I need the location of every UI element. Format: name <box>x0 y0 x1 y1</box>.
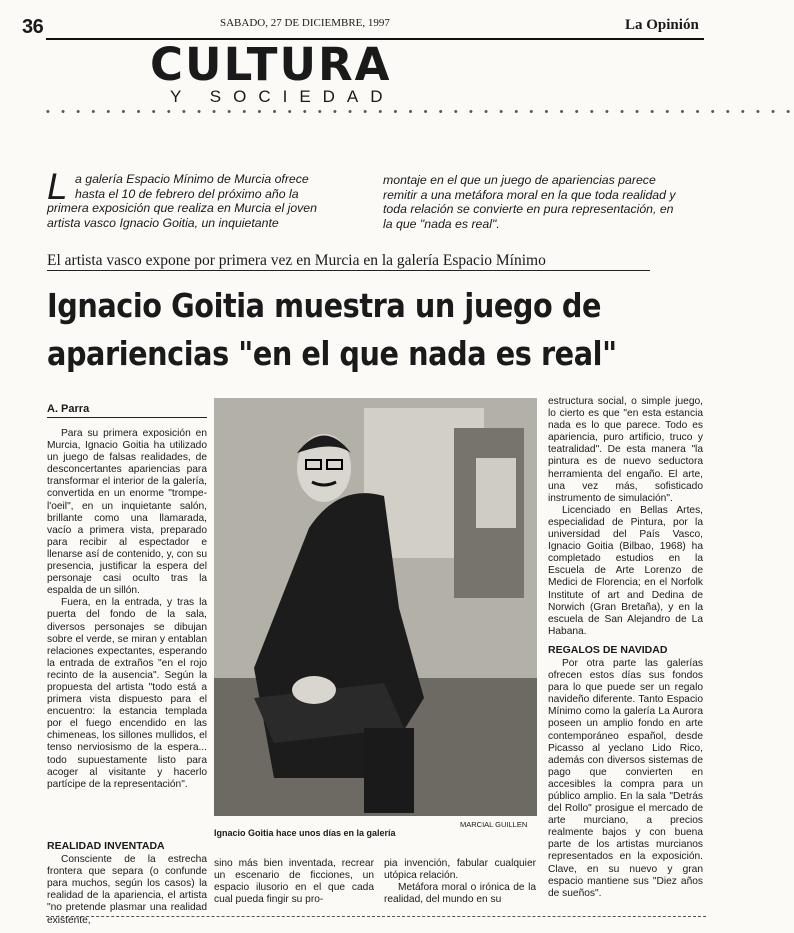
article-headline <box>47 282 621 378</box>
body-paragraph: pia invención, fabular cualquier utópica relación. <box>384 858 536 882</box>
body-column-4 <box>548 396 703 900</box>
body-paragraph: Consciente de la estrecha frontera que separa (o confunde para muchos, según los casos) la realidad de la apariencia, el artista "no pretende plasmar una realidad existente, <box>47 854 207 926</box>
lead-line: a galería Espacio Mínimo de Murcia ofrece <box>75 172 309 186</box>
issue-date: SABADO, 27 DE DICIEMBRE, 1997 <box>220 17 390 29</box>
body-column-2-bottom <box>214 858 374 906</box>
body-column-1-bottom <box>47 834 207 927</box>
lead-line: primera exposición que realiza en Murcia el joven <box>47 201 317 215</box>
drop-cap: L <box>47 166 68 207</box>
article-kicker: El artista vasco expone por primera vez en Murcia en la galería Espacio Mínimo <box>47 252 546 269</box>
lead-line: hasta el 10 de febrero del próximo año la <box>75 186 299 201</box>
dotted-divider: • • • • • • • • • • • • • • • • • • • • • • • • • • • • • • • • • • • • • • • • • • • • • • • • • • <box>46 106 794 118</box>
lead-line: artista vasco Ignacio Goitia, un inquietante <box>47 215 279 230</box>
headline-line-1: Ignacio Goitia muestra un juego de <box>47 286 601 325</box>
body-paragraph: Por otra parte las galerías ofrecen estos días sus fondos para lo que puede ser un regalo navideño diferente. Tanto Espacio Mínimo como la galería La Aurora poseen un amplio fondo en arte contemporáneo español, desde Picasso al yeclano Lido Rico, además con diversos sistemas de pago que convierten en accesibles la compra para un público amplio. En la sala "Detrás del Rollo" prosigue el mercado de arte murciano, a precios realmente bajos y con buena parte de los artistas murcianos representados en la exposición. Clave, en su nuevo y gran espacio mantiene sus "Diez años de sueños". <box>548 657 703 899</box>
lead-paragraph-left <box>47 166 352 230</box>
page-number: 36 <box>22 16 44 38</box>
subheading-realidad: REALIDAD INVENTADA <box>47 840 165 852</box>
body-column-1 <box>47 428 207 791</box>
byline-rule <box>47 417 207 418</box>
body-paragraph: Metáfora moral o irónica de la realidad, del mundo en su <box>384 882 536 906</box>
portrait-photo-image <box>214 398 537 816</box>
photo-credit: MARCIAL GUILLEN <box>460 820 528 829</box>
lead-paragraph-right: montaje en el que un juego de apariencias parece remitir a una metáfora moral en la que toda realidad y toda relación se convierte en pura representación, en la que "nada es real". <box>383 173 676 231</box>
subheading-regalos: REGALOS DE NAVIDAD <box>548 643 668 656</box>
body-paragraph: Fuera, en la entrada, y tras la puerta del fondo de la sala, diversos personajes se dibujan sobre el verde, se miran y entablan relaciones expectantes, esperando la entrada de extraños "en el rojo recinto de la ausencia". Según la propuesta del artista "todo está a primera vista dispuesto para el encuentro: la estancia templada por el fuego encendido en las chimeneas, los sillones mullidos, el tenso nerviosismo de la espera... todo supuestamente listo para acoger al visitante y hacerlo partícipe de la representación". <box>47 597 207 790</box>
headline-line-2: apariencias "en el que nada es real" <box>47 334 617 373</box>
body-paragraph: sino más bien inventada, recrear un escenario de ficciones, un espacio ilusorio en el que cada cual pueda fingir su pro- <box>214 858 374 906</box>
section-subtitle: Y SOCIEDAD <box>170 87 395 106</box>
article-photo <box>214 398 537 816</box>
bottom-rule <box>46 916 706 917</box>
section-title: CULTURA <box>150 38 392 91</box>
body-paragraph: Para su primera exposición en Murcia, Ignacio Goitia ha utilizado un juego de falsas realidades, de desconcertantes apariencias para transformar el interior de la galería, convertida en un enorme "trompe-l'oeil", en un inquietante salón, brillante como una llamarada, vacío a primera vista, preparado para recibir al espectador e llenarse así de contenido, y, con su presencia, justificar la espera del personaje casi oculto tras la espalda de un sillón. <box>47 428 207 597</box>
photo-caption: Ignacio Goitia hace unos días en la galería <box>214 828 396 838</box>
body-column-3-bottom <box>384 858 536 906</box>
body-paragraph: Licenciado en Bellas Artes, especialidad de Pintura, por la universidad del País Vasco, Ignacio Goitia (Bilbao, 1968) ha completado estudios en la Escuela de Arte Lorenzo de Medici de Florencia; en el Norfolk Institute of art and Dedina de Norwich (Gran Bretaña), y en la escuela de San Alejandro de La Habana. <box>548 504 703 637</box>
byline: A. Parra <box>47 403 90 415</box>
body-paragraph: estructura social, o simple juego, lo cierto es que "en esta estancia nada es lo que parece. Todo es apariencia, puro artificio, truco y teatralidad". De esta manera "la pintura es de nuevo seductora herramienta del engaño. El arte, una vez más, sofisticado instrumento de simulación". <box>548 396 703 504</box>
newspaper-name: La Opinión <box>625 17 699 33</box>
kicker-rule <box>47 270 650 271</box>
